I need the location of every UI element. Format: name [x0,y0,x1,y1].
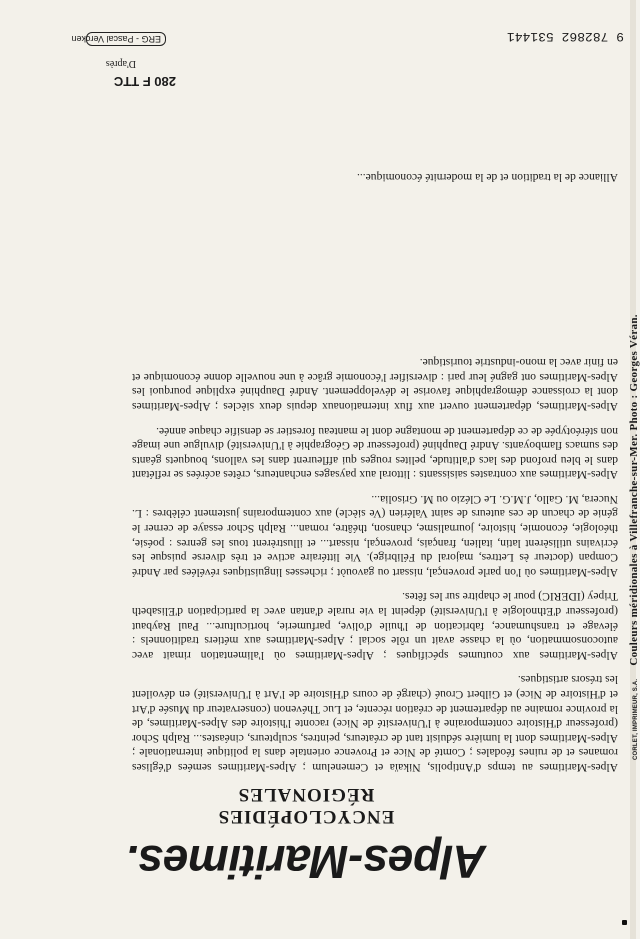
printer-credit: CORLET, IMPRIMEUR, S.A. [633,678,639,760]
book-title: Alpes-Maritimes. [125,836,486,888]
blurb-paragraph: Alpes-Maritimes au temps d'Antipolis, Nikaïa et Cemenelum ; Alpes-Maritimes semées d'églises romanes et de ruines féodales ; Comté de Nice et Provence orientale dans la politique internationale ; Alpes-Maritimes dont la lumière séduisit tant de créateurs, peintres, sculpteurs, cinéastes... Ralph Schor (professeur d'Histoire contemporaine à l'Université de Nice) raconte l'histoire des Alpes-Maritimes, de la province romaine au département de création récente, et Luc Thévenon (conservateur du Musée d'Art et d'Histoire de Nice) et Gilbert Croué (chargé de cours d'Histoire de l'Art à l'Université) en dévoilent les trésors artistiques. [132,673,618,774]
closing-line: Alliance de la tradition et de la modernité économique... [356,171,618,184]
blurb-paragraph: Alpes-Maritimes aux contrastes saisissants : littoral aux paysages enchanteurs, crêtes acérées se reflétant dans le bleu profond des lacs d'altitude, pelites rouges qui affleurent dans les vallons, bouquets géants des sumacs flamboyants. André Dauphiné (professeur de Géographie à l'Université) divulgue une image non stéréotypée de ce département de montagne dont le manteau forestier se densifie chaque année. [132,424,618,482]
series-line-2: RÉGIONALES [237,784,375,805]
blurb-paragraph: Alpes-Maritimes aux coutumes spécifiques ; Alpes-Maritimes où l'alimentation rimait avec autoconsommation, où la chasse avait un rôle social ; Alpes-Maritimes aux métiers traditionnels : élevage et transhumance, fabrication de l'huile d'olive, parfumerie, horticulture... Paul Raybaut (professeur d'Ethnologie à l'Université) dépeint la vie rurale d'antan avec la participation d'Elisabeth Tripey (IDERIC) pour le chapitre sur les fêtes. [132,590,618,662]
series-line-1: ENCYCLOPÉDIES [217,806,395,827]
blurb-paragraph: Alpes-Maritimes où l'on parle provençal, nissart ou gavouòt ; richesses linguistiques révélées par André Compan (docteur ès Lettres, majoral du Félibrige). Vie littéraire active et très diverse puisque les écrivains utilisèrent latin, italien, français, provençal, nissart... et illustrèrent tous les genres : poésie, théologie, économie, histoire, journalisme, chanson, théâtre, roman... Ralph Schor essaye de cerner le génie de chacun de ces auteurs de saint Valérien (Ve siècle) aux contemporains justement célèbres : L. Nucera, M. Gallo, J.M.G. Le Clézio ou M. Grisolia... [132,492,618,579]
blurb-text [132,345,618,774]
dapres-label: D'après [105,58,136,69]
price-label: 280 F TTC [113,74,176,89]
photo-credit: Couleurs méridionales à Villefranche-sur-Mer. Photo : Georges Véran. [628,314,640,666]
series-name [156,783,456,827]
blurb-paragraph: Alpes-Maritimes, département ouvert aux flux internationaux depuis deux siècles ; Alpes-Maritimes dont la croissance démographique favorise le développement. André Dauphiné explique pourquoi les Alpes-Maritimes ont gagné leur pari : diversifier l'économie grâce à une nouvelle donne économique et en finir avec la mono-industrie touristique. [132,356,618,413]
isbn-number: 9 782862 531441 [506,29,624,44]
spine-credit-line [628,314,640,760]
corner-mark [622,920,627,925]
publisher-badge: ERG - Pascal Vercken [86,32,166,46]
